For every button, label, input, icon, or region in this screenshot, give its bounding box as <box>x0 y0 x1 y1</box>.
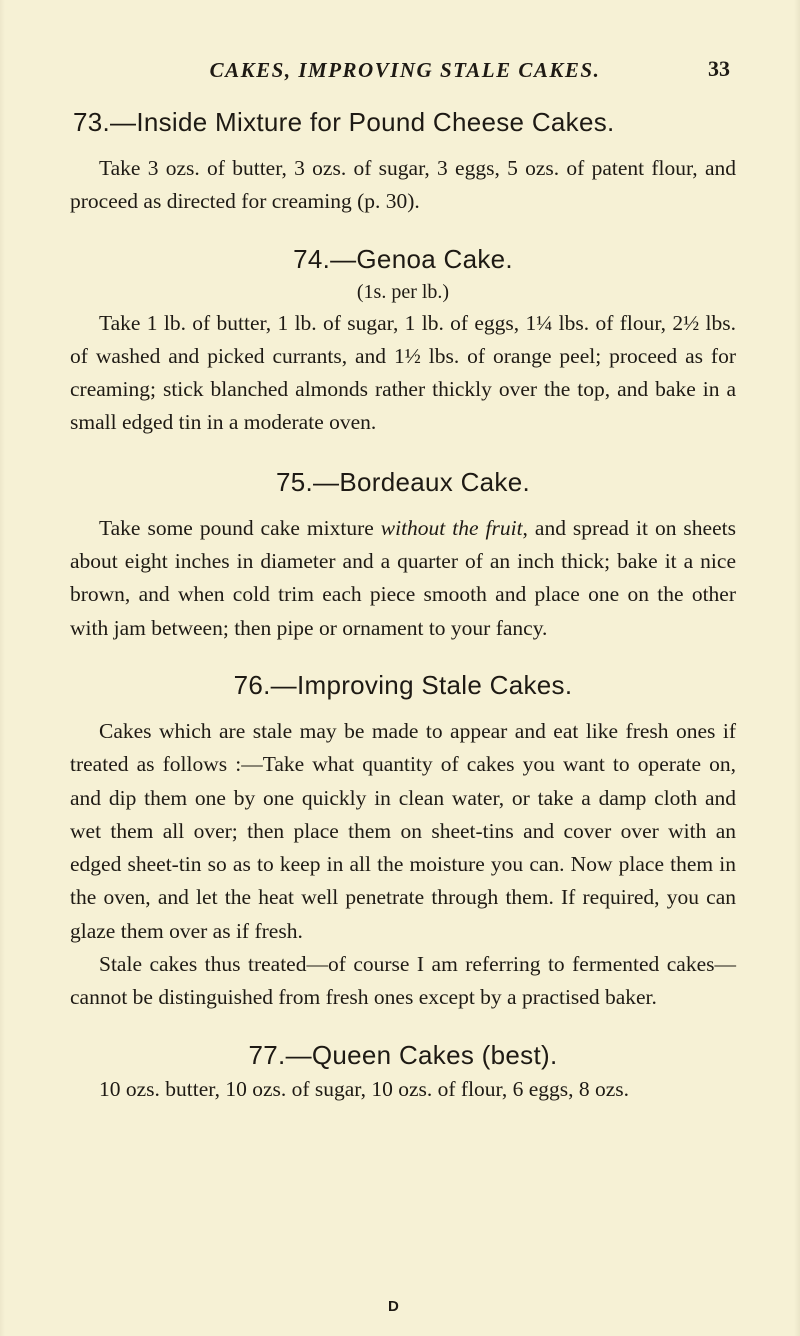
recipe-76-title: 76.—Improving Stale Cakes. <box>233 669 573 700</box>
recipe-75-body-end: , and spread it on sheets about eight inches in diameter and a quarter of an inch thick; bake it a nice brown, and when cold trim each piece smooth and place one on the other with jam between; then pipe or ornament to your fancy. <box>70 515 736 640</box>
page-number: 33 <box>708 56 730 81</box>
signature-mark: D <box>388 1298 399 1315</box>
recipe-77-title: 77.—Queen Cakes (best). <box>248 1039 558 1070</box>
recipe-75-title: 75.—Bordeaux Cake. <box>276 466 530 497</box>
recipe-74-body: Take 1 lb. of butter, 1 lb. of sugar, 1 lb. of eggs, 1¼ lbs. of flour, 2½ lbs. of washed and picked currants, and 1½ lbs. of orange peel; proceed as for creaming; stick blanched almonds rather thickly over the top, and bake in a small edged tin in a moderate oven. <box>70 310 736 435</box>
page-gutter-shadow <box>0 0 5 1336</box>
recipe-75-body <box>70 512 736 645</box>
page-content <box>70 104 736 1106</box>
recipe-75-body-start: Take some pound cake mixture <box>99 515 381 540</box>
recipe-76-body-2: Stale cakes thus treated—of course I am referring to fermented cakes—cannot be distinguished from fresh ones except by a practised baker. <box>70 952 736 1010</box>
recipe-73-title: 73.—Inside Mixture for Pound Cheese Cakes. <box>73 107 615 137</box>
page-edge-shadow <box>794 0 800 1336</box>
recipe-73-body: Take 3 ozs. of butter, 3 ozs. of sugar, 3 eggs, 5 ozs. of patent flour, and proceed as directed for creaming (p. 30). <box>70 156 736 214</box>
recipe-75-body-italic: without the fruit <box>380 515 523 540</box>
running-head: CAKES, IMPROVING STALE CAKES. <box>209 58 601 82</box>
recipe-74-title: 74.—Genoa Cake. <box>293 243 513 274</box>
recipe-77-body: 10 ozs. butter, 10 ozs. of sugar, 10 ozs. of flour, 6 eggs, 8 ozs. <box>99 1076 630 1101</box>
recipe-74-price: (1s. per lb.) <box>356 280 450 303</box>
recipe-76-body-1: Cakes which are stale may be made to appear and eat like fresh ones if treated as follows :—Take what quantity of cakes you want to operate on, and dip them one by one quickly in clean water, or take a damp cloth and wet them all over; then place them on sheet-tins and cover over with an edged sheet-tin so as to keep in all the moisture you can. Now place them in the oven, and let the heat well penetrate through them. If required, you can glaze them over as if fresh. <box>70 718 736 943</box>
